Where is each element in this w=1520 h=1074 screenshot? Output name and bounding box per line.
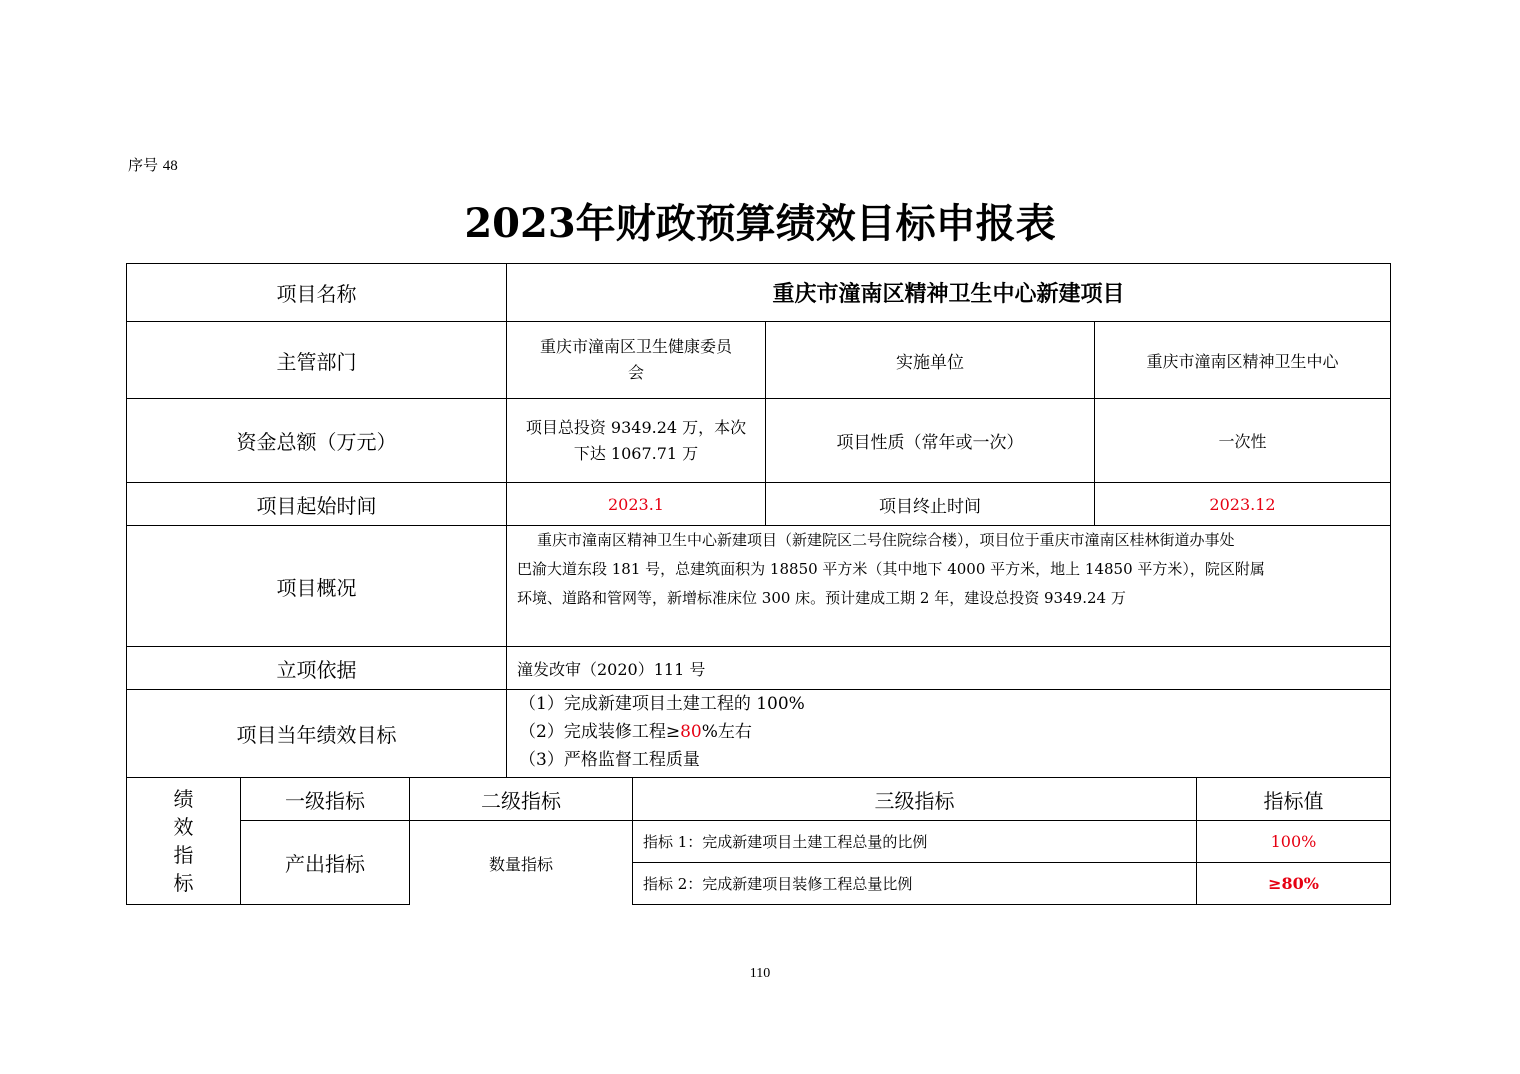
overview-line1: 重庆市潼南区精神卫生中心新建项目（新建院区二号住院综合楼），项目位于重庆市潼南区桂林街道办事处 <box>537 531 1235 549</box>
start-time-label-cell <box>126 482 507 526</box>
nature-label-cell <box>765 398 1095 483</box>
nature-label: 项目性质（常年或一次） <box>836 433 1024 453</box>
project-name-label: 项目名称 <box>276 282 357 306</box>
serial-label: 序号 <box>128 156 159 174</box>
level1-value: 产出指标 <box>285 852 365 876</box>
start-time-value: 2023.1 <box>608 494 664 514</box>
end-time-label: 项目终止时间 <box>879 496 981 517</box>
level1-header-cell <box>240 777 410 821</box>
perf-char-4: 标 <box>173 871 194 895</box>
goal-1: （1）完成新建项目土建工程的 100% <box>519 694 805 714</box>
department-value-line1: 重庆市潼南区卫生健康委员 <box>539 337 732 356</box>
start-time-value-cell <box>506 482 766 526</box>
fund-value-line2: 下达 1067.71 万 <box>573 443 699 463</box>
value-header-cell <box>1196 777 1391 821</box>
level2-header-cell <box>409 777 633 821</box>
perf-char-3: 指 <box>173 843 194 867</box>
indicator-1-cell <box>632 820 1197 863</box>
goal-3: （3）严格监督工程质量 <box>519 750 700 770</box>
basis-label-cell <box>126 646 507 690</box>
perf-char-2: 效 <box>173 815 194 839</box>
fund-value-line1: 项目总投资 9349.24 万，本次 <box>525 417 747 437</box>
indicator-2-value-cell <box>1196 862 1391 905</box>
indicator-1-value-cell <box>1196 820 1391 863</box>
fund-label-cell <box>126 398 507 483</box>
basis-value-cell <box>506 646 1391 690</box>
impl-unit-label: 实施单位 <box>896 352 964 373</box>
start-time-label: 项目起始时间 <box>256 493 377 518</box>
goals-label-cell <box>126 689 507 778</box>
project-name-label-cell <box>126 263 507 322</box>
basis-value: 潼发改审（2020）111 号 <box>517 659 706 679</box>
serial-number: 48 <box>162 158 178 174</box>
project-name-value: 重庆市潼南区精神卫生中心新建项目 <box>772 282 1125 307</box>
end-time-value: 2023.12 <box>1209 494 1276 514</box>
department-value-line2: 会 <box>627 363 644 382</box>
goals-label: 项目当年绩效目标 <box>236 723 397 747</box>
indicator-2: 指标 2：完成新建项目装修工程总量比例 <box>643 875 913 893</box>
level3-header-cell <box>632 777 1197 821</box>
nature-value-cell <box>1094 398 1391 483</box>
indicator-2-cell <box>632 862 1197 905</box>
level1-value-cell <box>240 820 410 905</box>
value-header: 指标值 <box>1263 788 1324 813</box>
goal-2-suffix: %左右 <box>701 722 752 742</box>
impl-unit-label-cell <box>765 321 1095 399</box>
indicator-1-value: 100% <box>1270 832 1317 851</box>
perf-char-1: 绩 <box>173 787 194 811</box>
document-title: 2023年财政预算绩效目标申报表 <box>464 200 1056 247</box>
level3-header: 三级指标 <box>874 788 955 813</box>
page-number: 110 <box>749 966 771 981</box>
perf-indicator-vertical-label <box>174 785 194 897</box>
goal-2-number: 80 <box>680 722 702 742</box>
department-label: 主管部门 <box>276 349 357 374</box>
project-name-value-cell <box>506 263 1391 322</box>
end-time-value-cell <box>1094 482 1391 526</box>
impl-unit-value: 重庆市潼南区精神卫生中心 <box>1146 351 1339 371</box>
level2-value-cell <box>409 820 633 905</box>
level2-header: 二级指标 <box>481 788 561 813</box>
perf-indicator-label-cell <box>126 777 241 905</box>
overview-value-cell <box>506 525 1391 647</box>
level2-value: 数量指标 <box>488 854 553 874</box>
end-time-label-cell <box>765 482 1095 526</box>
serial-number-label <box>128 154 178 175</box>
fund-label: 资金总额（万元） <box>236 430 397 454</box>
fund-value-cell <box>506 398 766 483</box>
department-label-cell <box>126 321 507 399</box>
overview-line2: 巴渝大道东段 181 号，总建筑面积为 18850 平方米（其中地下 4000 平方米，地上 14850 平方米），院区附属 <box>517 560 1265 578</box>
basis-label: 立项依据 <box>276 657 357 682</box>
nature-value: 一次性 <box>1218 432 1267 451</box>
indicator-2-value: ≥80% <box>1268 874 1319 893</box>
impl-unit-value-cell <box>1094 321 1391 399</box>
overview-label: 项目概况 <box>276 575 357 600</box>
level1-header: 一级指标 <box>285 788 365 813</box>
indicator-1: 指标 1：完成新建项目土建工程总量的比例 <box>643 833 928 851</box>
department-value-cell <box>506 321 766 399</box>
overview-label-cell <box>126 525 507 647</box>
goal-2-prefix: （2）完成装修工程≥ <box>519 722 681 742</box>
goal-2 <box>519 718 752 746</box>
overview-line3: 环境、道路和管网等，新增标准床位 300 床。预计建成工期 2 年，建设总投资 9349.24 万 <box>517 589 1126 607</box>
goals-value-cell <box>506 689 1391 778</box>
